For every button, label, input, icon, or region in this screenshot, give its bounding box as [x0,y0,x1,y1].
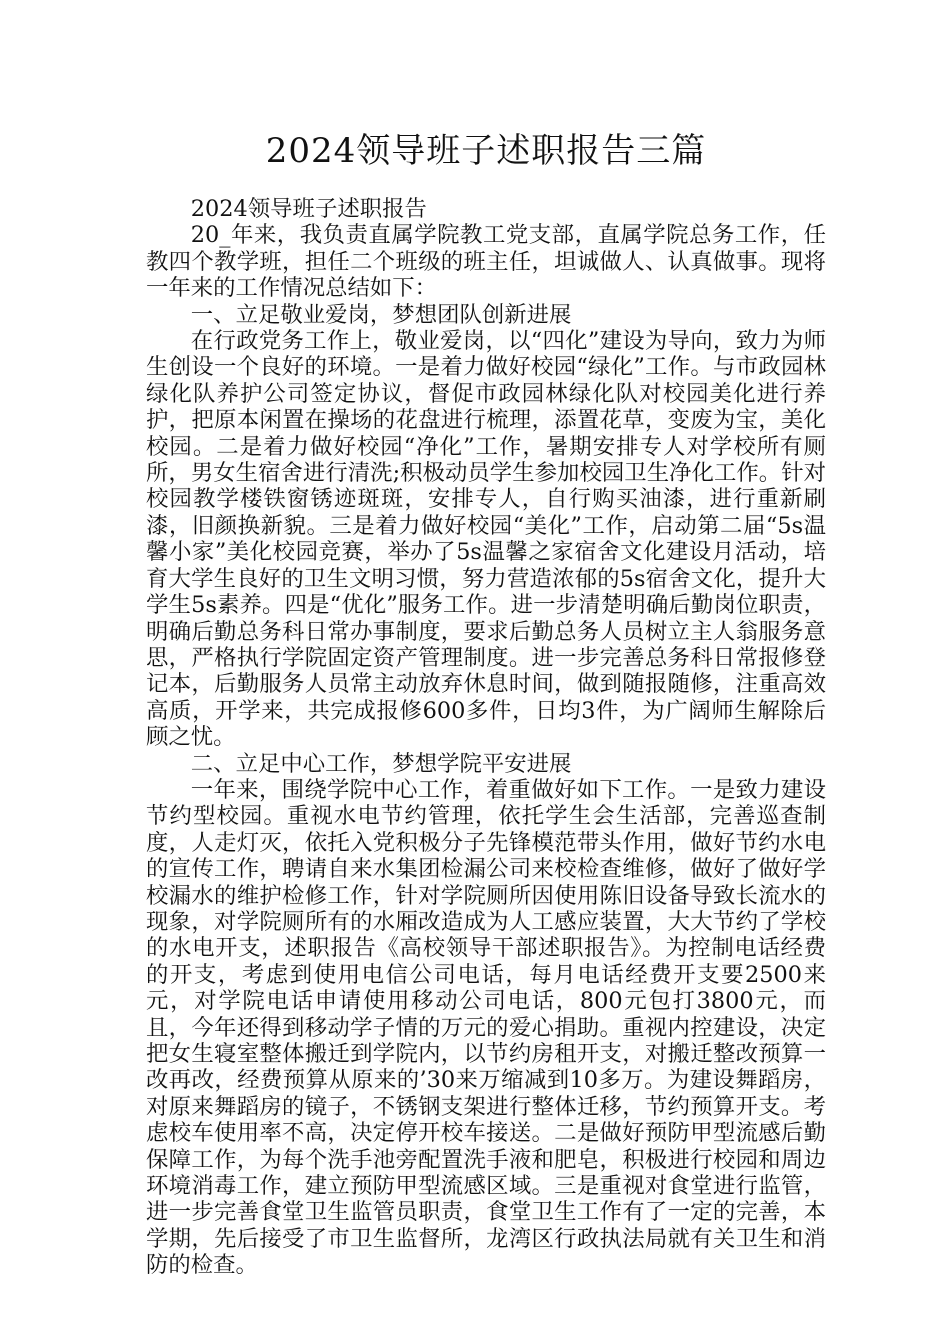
section-1-paragraph: 在行政党务工作上，敬业爱岗，以“四化”建设为导向，致力为师生创设一个良好的环境。一是着力做好校园“绿化”工作。与市政园林绿化队养护公司签定协议，督促市政园林绿化队对校园美化进行养护，把原本闲置在操场的花盘进行梳理，添置花草，变废为宝，美化校园。二是着力做好校园“净化”工作，暑期安排专人对学校所有厕所，男女生宿舍进行清洗;积极动员学生参加校园卫生净化工作。针对校园教学楼铁窗锈迹斑斑，安排专人，自行购买油漆，进行重新刷漆，旧颜换新貌。三是着力做好校园“美化”工作，启动第二届“5s温馨小家”美化校园竞赛，举办了5s温馨之家宿舍文化建设月活动，培育大学生良好的卫生文明习惯，努力营造浓郁的5s宿舍文化，提升大学生5s素养。四是“优化”服务工作。进一步清楚明确后勤岗位职责，明确后勤总务科日常办事制度，要求后勤总务人员树立主人翁服务意思，严格执行学院固定资产管理制度。进一步完善总务科日常报修登记本，后勤服务人员常主动放弃休息时间，做到随报随修，注重高效高质，开学来，共完成报修600多件，日均3件，为广阔师生解除后顾之忧。 [146,328,826,751]
document-subtitle: 2024领导班子述职报告 [190,196,427,222]
document-title: 2024领导班子述职报告三篇 [265,131,707,171]
section-heading-2: 二、立足中心工作，梦想学院平安进展 [190,750,572,777]
section-2-paragraph: 一年来，围绕学院中心工作，着重做好如下工作。一是致力建设节约型校园。重视水电节约管理，依托学生会生活部，完善巡查制度，人走灯灭，依托入党积极分子先锋模范带头作用，做好节约水电的宣传工作，聘请自来水集团检漏公司来校检查维修，做好了做好学校漏水的维护检修工作，针对学院厕所因使用陈旧设备导致长流水的现象，对学院厕所有的水厢改造成为人工感应装置，大大节约了学校的水电开支，述职报告《高校领导干部述职报告》。为控制电话经费的开支，考虑到使用电信公司电话，每月电话经费开支要2500来元，对学院电话申请使用移动公司电话，800元包打3800元，而且，今年还得到移动学子情的万元的爱心捐助。重视内控建设，决定把女生寝室整体搬迁到学院内，以节约房租开支，对搬迁整改预算一改再改，经费预算从原来的’30来万缩减到10多万。为建设舞蹈房，对原来舞蹈房的镜子，不锈钢支架进行整体迁移，节约预算开支。考虑校车使用率不高，决定停开校车接送。二是做好预防甲型流感后勤保障工作，为每个洗手池旁配置洗手液和肥皂，积极进行校园和周边环境消毒工作，建立预防甲型流感区域。三是重视对食堂进行监管，进一步完善食堂卫生监管员职责，食堂卫生工作有了一定的完善，本学期，先后接受了市卫生监督所，龙湾区行政执法局就有关卫生和消防的检查。 [146,776,826,1279]
document-page [146,128,826,1279]
intro-paragraph: 20_年来，我负责直属学院教工党支部，直属学院总务工作，任教四个教学班，担任二个班级的班主任，坦诚做人、认真做事。现将一年来的工作情况总结如下： [146,222,826,302]
section-heading-1: 一、立足敬业爱岗，梦想团队创新进展 [190,301,572,328]
